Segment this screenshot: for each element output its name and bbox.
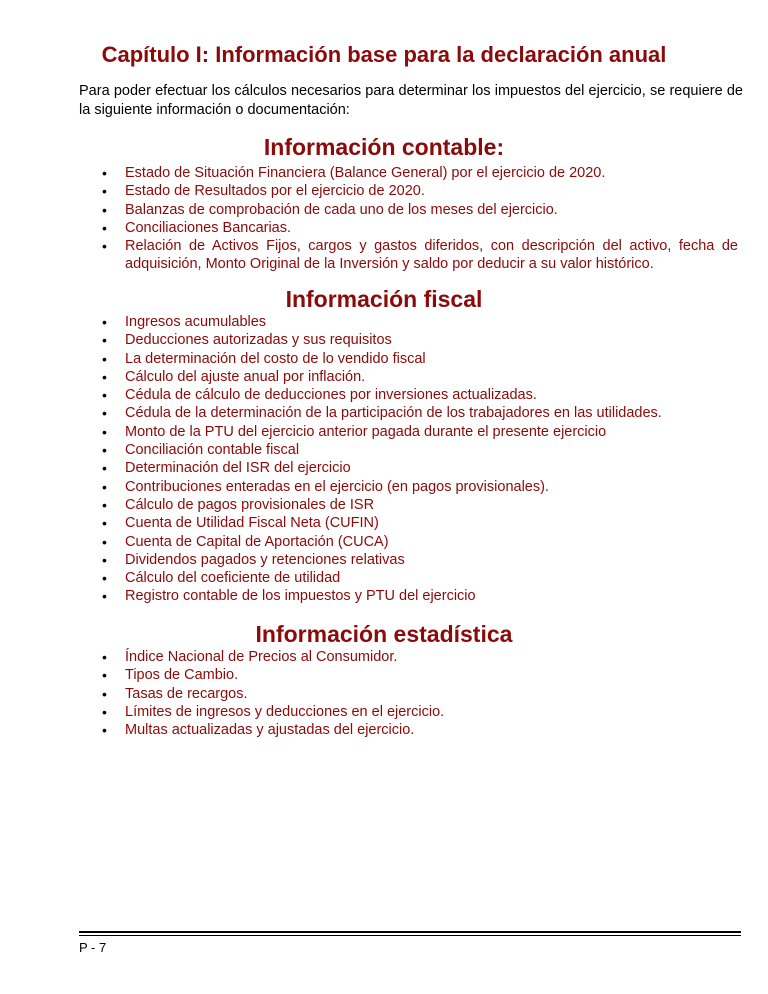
list-item: [0, 219, 768, 237]
list-item: [0, 533, 768, 551]
bullet-icon: •: [102, 165, 107, 181]
list-item: [0, 551, 768, 569]
list-item-text: Cédula de cálculo de deducciones por inversiones actualizadas.: [125, 387, 537, 404]
bullet-icon: •: [102, 722, 107, 739]
list-item-text: Tasas de recargos.: [125, 685, 248, 702]
list-item: [0, 313, 768, 331]
list-item-text: Registro contable de los impuestos y PTU del ejercicio: [125, 588, 476, 605]
list-item-text: Conciliación contable fiscal: [125, 442, 300, 459]
list-item-text: Conciliaciones Bancarias.: [125, 219, 292, 236]
bullet-icon: •: [102, 649, 107, 665]
list-item: [0, 331, 768, 349]
bullet-icon: •: [102, 183, 107, 200]
footer-rule: [79, 931, 741, 933]
list-item: [0, 569, 768, 587]
list-item: [0, 721, 768, 739]
list-item: [0, 423, 768, 441]
bullet-icon: •: [102, 442, 107, 459]
bullet-icon: •: [102, 350, 107, 367]
list-item: [0, 666, 768, 684]
list-item: [0, 478, 768, 496]
chapter-title: Capítulo I: Información base para la declaración anual: [101, 42, 667, 67]
bullet-icon: •: [102, 588, 107, 605]
list-item: [0, 441, 768, 459]
footer-rule-thin: [79, 935, 741, 936]
bullet-icon: •: [102, 423, 107, 440]
list-item: [0, 685, 768, 703]
bullet-icon: •: [102, 219, 107, 236]
bullet-icon: •: [102, 314, 107, 330]
bullet-icon: •: [102, 460, 107, 477]
list-item-text: Estado de Resultados por el ejercicio de 2020.: [125, 183, 425, 200]
list-item: [0, 459, 768, 477]
list-item: [0, 648, 768, 666]
list-estadistica: [0, 648, 768, 739]
list-item: [0, 237, 768, 274]
list-item: [0, 404, 768, 422]
list-item-text: Cuenta de Utilidad Fiscal Neta (CUFIN): [125, 515, 379, 532]
list-item-text: Límites de ingresos y deducciones en el ejercicio.: [125, 703, 445, 720]
bullet-icon: •: [102, 667, 107, 684]
list-item-text: Cálculo de pagos provisionales de ISR: [125, 496, 375, 513]
list-item: [0, 587, 768, 605]
list-item-text: Relación de Activos Fijos, cargos y gastos diferidos, con descripción del activo, fecha de adquisición, Monto Original de la Inversión y saldo por deducir a su valor histórico.: [125, 238, 738, 273]
list-item-text: Contribuciones enteradas en el ejercicio (en pagos provisionales).: [125, 478, 549, 495]
list-item: [0, 496, 768, 514]
bullet-icon: •: [102, 551, 107, 568]
section-heading-fiscal: Información fiscal: [285, 286, 483, 312]
section-heading-estadistica: Información estadística: [255, 621, 513, 647]
list-item-text: Cuenta de Capital de Aportación (CUCA): [125, 533, 389, 550]
bullet-icon: •: [102, 405, 107, 422]
bullet-icon: •: [102, 515, 107, 532]
bullet-icon: •: [102, 201, 107, 218]
bullet-icon: •: [102, 685, 107, 702]
intro-paragraph: Para poder efectuar los cálculos necesarios para determinar los impuestos del ejercicio, se requiere de la siguiente información o documentación:: [79, 83, 743, 118]
list-item: [0, 386, 768, 404]
list-item: [0, 350, 768, 368]
list-item: [0, 514, 768, 532]
list-item-text: Cédula de la determinación de la participación de los trabajadores en las utilidades.: [125, 405, 662, 422]
list-item: [0, 368, 768, 386]
bullet-icon: •: [102, 332, 107, 349]
list-item: [0, 703, 768, 721]
list-item-text: Índice Nacional de Precios al Consumidor.: [125, 649, 398, 665]
bullet-icon: •: [102, 703, 107, 720]
list-item: [0, 182, 768, 200]
bullet-icon: •: [102, 496, 107, 513]
section-heading-contable: Información contable:: [263, 134, 505, 160]
list-item: [0, 164, 768, 182]
list-item-text: Monto de la PTU del ejercicio anterior pagada durante el presente ejercicio: [125, 423, 607, 440]
list-item-text: Tipos de Cambio.: [125, 667, 239, 684]
bullet-icon: •: [102, 478, 107, 495]
list-contable: [0, 164, 768, 274]
list-item: [0, 201, 768, 219]
page-number: P - 7: [79, 940, 107, 955]
list-item-text: Ingresos acumulables: [125, 314, 267, 330]
list-fiscal: [0, 313, 768, 606]
list-item-text: Determinación del ISR del ejercicio: [125, 460, 351, 477]
bullet-icon: •: [102, 368, 107, 385]
list-item-text: Estado de Situación Financiera (Balance General) por el ejercicio de 2020.: [125, 165, 606, 181]
bullet-icon: •: [102, 387, 107, 404]
list-item-text: La determinación del costo de lo vendido fiscal: [125, 350, 426, 367]
list-item-text: Deducciones autorizadas y sus requisitos: [125, 332, 392, 349]
list-item-text: Multas actualizadas y ajustadas del ejercicio.: [125, 722, 415, 739]
list-item-text: Dividendos pagados y retenciones relativas: [125, 551, 405, 568]
list-item-text: Cálculo del ajuste anual por inflación.: [125, 368, 366, 385]
list-item-text: Cálculo del coeficiente de utilidad: [125, 570, 341, 587]
list-item-text: Balanzas de comprobación de cada uno de los meses del ejercicio.: [125, 201, 558, 218]
bullet-icon: •: [102, 533, 107, 550]
bullet-icon: •: [102, 238, 107, 255]
bullet-icon: •: [102, 570, 107, 587]
